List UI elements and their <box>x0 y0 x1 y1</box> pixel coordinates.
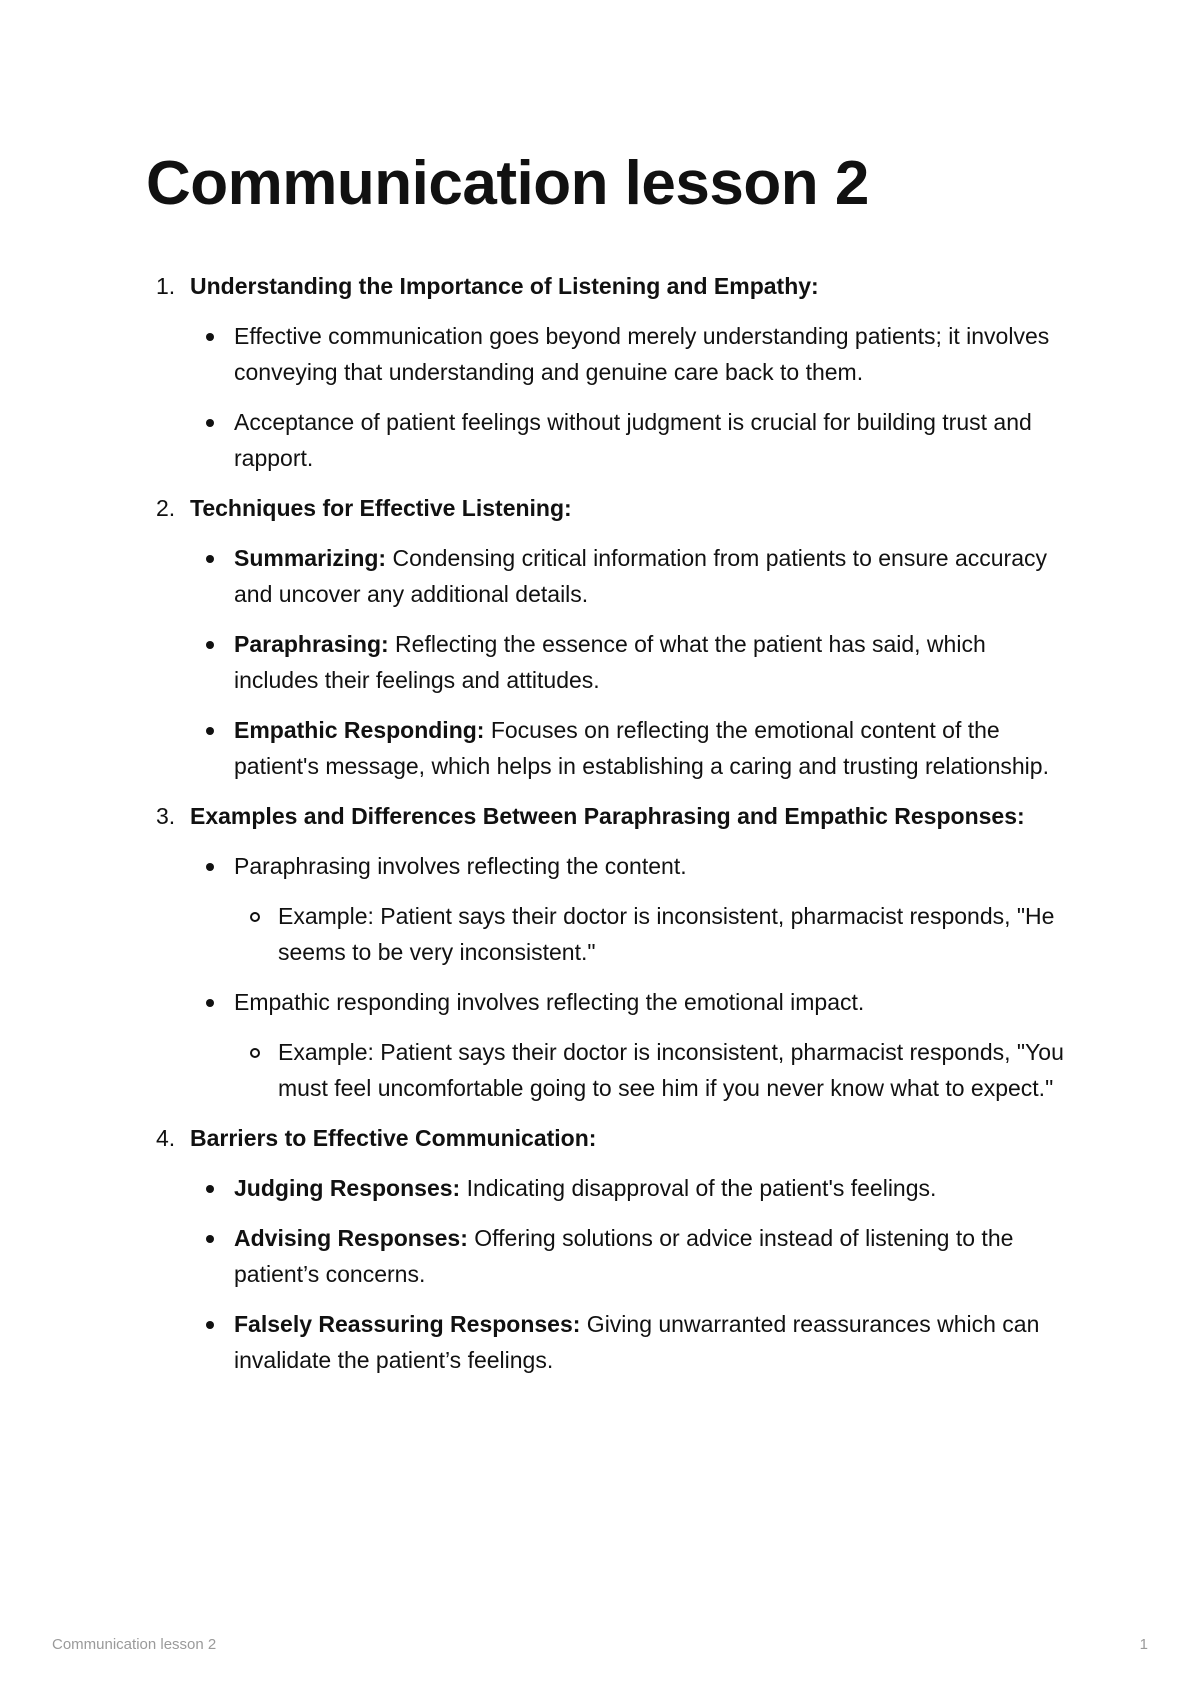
bullet-term: Empathic Responding: <box>234 717 485 743</box>
bullet-icon <box>206 333 214 341</box>
section-2 <box>146 490 1076 784</box>
section-number: 2. <box>156 495 176 521</box>
list-item <box>190 984 1076 1106</box>
sub-bullet-list <box>234 1034 1076 1106</box>
bullet-term: Judging Responses: <box>234 1175 461 1201</box>
bullet-icon <box>206 1321 214 1329</box>
bullet-icon <box>206 1235 214 1243</box>
section-number: 1. <box>156 273 176 299</box>
sub-bullet-text: Example: Patient says their doctor is inconsistent, pharmacist responds, "You must feel uncomfortable going to see him if you never know what to expect." <box>278 1039 1064 1101</box>
section-number: 3. <box>156 803 176 829</box>
bullet-text: Giving unwarranted reassurances which can invalidate the patient’s feelings. <box>234 1311 1040 1373</box>
bullet-icon <box>206 863 214 871</box>
section-heading: Understanding the Importance of Listening and Empathy: <box>190 273 819 299</box>
bullet-term: Paraphrasing: <box>234 631 389 657</box>
section-1 <box>146 268 1076 476</box>
sub-list-item <box>234 898 1076 970</box>
bullet-icon <box>206 999 214 1007</box>
section-heading: Barriers to Effective Communication: <box>190 1125 597 1151</box>
footer-title: Communication lesson 2 <box>52 1636 217 1653</box>
list-item <box>190 318 1076 390</box>
list-item <box>190 540 1076 612</box>
bullet-text: Acceptance of patient feelings without judgment is crucial for building trust and rapport. <box>234 409 1032 471</box>
sub-list-item <box>234 1034 1076 1106</box>
hollow-bullet-icon <box>250 912 260 922</box>
list-item <box>190 626 1076 698</box>
page-title: Communication lesson 2 <box>146 149 869 218</box>
section-4 <box>146 1120 1076 1378</box>
hollow-bullet-icon <box>250 1048 260 1058</box>
section-3 <box>146 798 1076 1106</box>
bullet-text: Empathic responding involves reflecting the emotional impact. <box>234 989 865 1015</box>
bullet-list <box>190 848 1076 1106</box>
bullet-term: Advising Responses: <box>234 1225 468 1251</box>
bullet-text: Condensing critical information from patients to ensure accuracy and uncover any additional details. <box>234 545 1048 607</box>
bullet-icon <box>206 419 214 427</box>
list-item <box>190 1220 1076 1292</box>
section-heading: Examples and Differences Between Paraphrasing and Empathic Responses: <box>190 803 1025 829</box>
bullet-icon <box>206 641 214 649</box>
bullet-term: Falsely Reassuring Responses: <box>234 1311 581 1337</box>
bullet-text: Offering solutions or advice instead of listening to the patient’s concerns. <box>234 1225 1014 1287</box>
bullet-text: Paraphrasing involves reflecting the content. <box>234 853 687 879</box>
bullet-text: Indicating disapproval of the patient's feelings. <box>460 1175 937 1201</box>
section-heading: Techniques for Effective Listening: <box>190 495 572 521</box>
bullet-text: Reflecting the essence of what the patient has said, which includes their feelings and attitudes. <box>234 631 986 693</box>
lesson-content <box>146 268 1076 1392</box>
bullet-text: Focuses on reflecting the emotional content of the patient's message, which helps in establishing a caring and trusting relationship. <box>234 717 1049 779</box>
sub-bullet-list <box>234 898 1076 970</box>
footer-page-number: 1 <box>1139 1636 1148 1653</box>
list-item <box>190 712 1076 784</box>
sub-bullet-text: Example: Patient says their doctor is inconsistent, pharmacist responds, "He seems to be very inconsistent." <box>278 903 1055 965</box>
bullet-icon <box>206 555 214 563</box>
list-item <box>190 848 1076 970</box>
bullet-icon <box>206 727 214 735</box>
bullet-list <box>190 540 1076 784</box>
bullet-text: Effective communication goes beyond merely understanding patients; it involves conveying that understanding and genuine care back to them. <box>234 323 1050 385</box>
bullet-term: Summarizing: <box>234 545 387 571</box>
list-item <box>190 1306 1076 1378</box>
bullet-list <box>190 1170 1076 1378</box>
section-number: 4. <box>156 1125 176 1151</box>
list-item <box>190 404 1076 476</box>
bullet-list <box>190 318 1076 476</box>
bullet-icon <box>206 1185 214 1193</box>
list-item <box>190 1170 1076 1206</box>
